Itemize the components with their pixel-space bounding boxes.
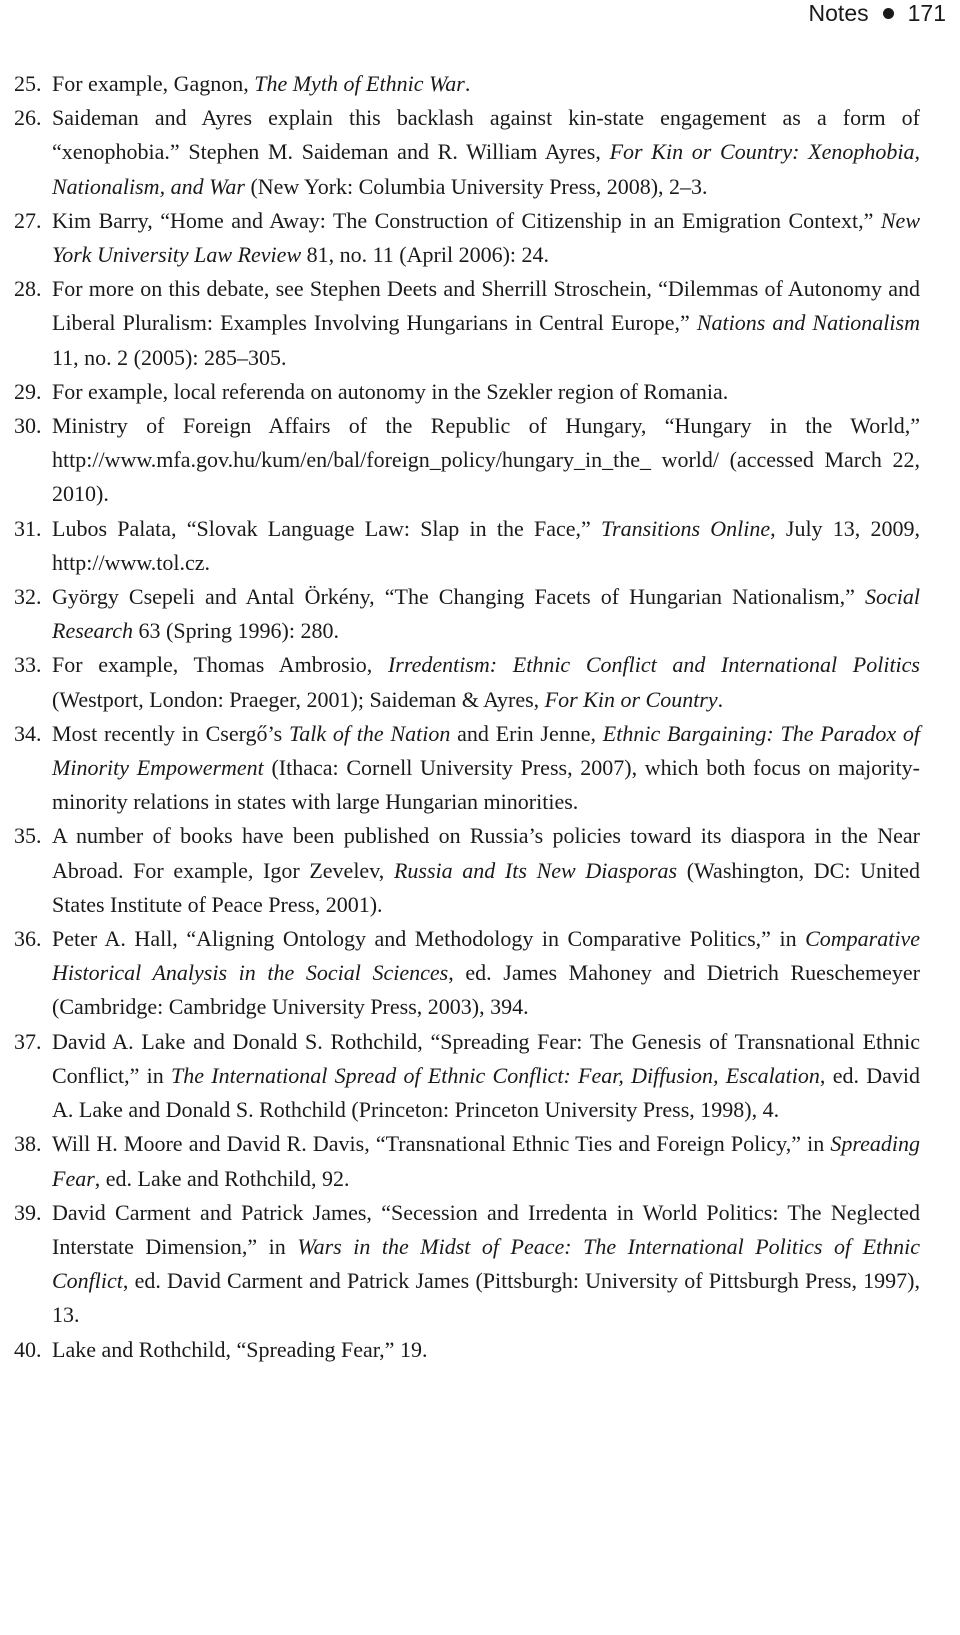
note-number: 28. bbox=[14, 276, 42, 302]
note-text-segment: A number of books have been published on Russia’s policies toward its diaspora in the Near Abroad. For example, Igor Zevelev, bbox=[52, 823, 920, 883]
note-text-segment: Most recently in Csergő’s bbox=[52, 720, 289, 746]
note-number: 35. bbox=[14, 823, 42, 849]
note-text-segment: Lubos Palata, “Slovak Language Law: Slap in the Face,” bbox=[52, 515, 601, 541]
note-text-segment: For example, Thomas Ambrosio, bbox=[52, 652, 388, 678]
note-title-italic: Spreading Fear bbox=[52, 1131, 920, 1191]
note-text bbox=[52, 584, 920, 643]
note-text-segment: For example, local referenda on autonomy in the Szekler region of Romania. bbox=[52, 378, 729, 404]
note-title-italic: New York University Law Review bbox=[52, 207, 920, 268]
note-text-segment: (Ithaca: Cornell University Press, 2007), which both focus on majority-minority relations in states with large Hungarian minorities. bbox=[52, 755, 920, 815]
note-number: 33. bbox=[14, 652, 42, 678]
note-title-italic: For Kin or Country bbox=[544, 686, 718, 712]
note-text-segment: 81, no. 11 (April 2006): 24. bbox=[301, 242, 550, 268]
note-text-segment: 11, no. 2 (2005): 285–305. bbox=[52, 344, 287, 370]
note-text-segment: , ed. James Mahoney and Dietrich Rueschemeyer (Cambridge: Cambridge University Press, 2003), 394. bbox=[52, 960, 920, 1020]
note-text-segment: Will H. Moore and David R. Davis, “Transnational Ethnic Ties and Foreign Policy,” in bbox=[52, 1131, 831, 1157]
note-title-italic: Talk of the Nation bbox=[288, 720, 451, 746]
note-item bbox=[14, 717, 920, 820]
note-text-segment: (Westport, London: Praeger, 2001); Saideman & Ayres, bbox=[52, 686, 545, 712]
note-item bbox=[14, 1196, 920, 1333]
note-text bbox=[52, 652, 920, 711]
note-title-italic: Wars in the Midst of Peace: The International Politics of Ethnic Conflict bbox=[52, 1233, 920, 1294]
notes-list bbox=[14, 67, 920, 1367]
note-text bbox=[52, 1200, 920, 1328]
note-title-italic: Nations and Nationalism bbox=[696, 310, 920, 336]
note-title-italic: Ethnic Bargaining: The Paradox of Minority Empowerment bbox=[52, 720, 921, 781]
note-text-segment: (New York: Columbia University Press, 2008), 2–3. bbox=[244, 173, 708, 199]
note-text bbox=[52, 926, 920, 1019]
bullet-separator-icon bbox=[883, 8, 894, 19]
note-title-italic: For Kin or Country: Xenophobia, Nationalism, and War bbox=[52, 139, 921, 199]
note-number: 32. bbox=[14, 584, 42, 610]
note-item bbox=[14, 922, 920, 1025]
note-number: 25. bbox=[14, 71, 42, 96]
note-text-segment: For example, Gagnon, bbox=[52, 71, 255, 96]
note-text-segment: . bbox=[717, 686, 724, 712]
note-number: 34. bbox=[14, 720, 42, 746]
note-number: 27. bbox=[14, 207, 42, 233]
note-number: 31. bbox=[14, 515, 42, 541]
note-text bbox=[52, 1337, 427, 1362]
note-text-segment: . bbox=[464, 71, 471, 96]
note-number: 37. bbox=[14, 1028, 42, 1054]
page-number: 171 bbox=[907, 0, 946, 26]
note-item bbox=[14, 1025, 920, 1128]
note-text bbox=[52, 208, 920, 267]
note-title-italic: Irredentism: Ethnic Conflict and International Politics bbox=[387, 652, 920, 678]
note-title-italic: Social Research bbox=[52, 584, 920, 644]
note-text bbox=[52, 1131, 920, 1190]
note-number: 39. bbox=[14, 1199, 42, 1225]
note-text bbox=[52, 71, 470, 96]
note-item bbox=[14, 101, 920, 204]
note-item bbox=[14, 819, 920, 922]
note-text-segment: Lake and Rothchild, “Spreading Fear,” 19. bbox=[52, 1336, 428, 1362]
note-text bbox=[52, 413, 920, 506]
note-text-segment: Peter A. Hall, “Aligning Ontology and Methodology in Comparative Politics,” in bbox=[52, 926, 806, 952]
note-text-segment: , ed. David Carment and Patrick James (Pittsburgh: University of Pittsburgh Press, 1997), 13. bbox=[52, 1268, 920, 1328]
note-number: 26. bbox=[14, 105, 42, 131]
note-item bbox=[14, 648, 920, 716]
note-item bbox=[14, 67, 920, 101]
note-text-segment: Kim Barry, “Home and Away: The Construction of Citizenship in an Emigration Context,” bbox=[52, 207, 881, 233]
note-text-segment: Saideman and Ayres explain this backlash against kin-state engagement as a form of “xenophobia.” Stephen M. Saideman and R. William Ayres, bbox=[52, 105, 920, 165]
note-text bbox=[52, 105, 920, 198]
note-text-segment: György Csepeli and Antal Örkény, “The Changing Facets of Hungarian Nationalism,” bbox=[52, 584, 865, 610]
note-text-segment: David A. Lake and Donald S. Rothchild, “Spreading Fear: The Genesis of Transnational Ethnic Conflict,” in bbox=[52, 1028, 920, 1088]
note-item bbox=[14, 204, 920, 272]
note-item bbox=[14, 272, 920, 375]
note-number: 30. bbox=[14, 413, 42, 439]
note-number: 36. bbox=[14, 926, 42, 952]
note-text bbox=[52, 1029, 920, 1122]
note-title-italic: Transitions Online bbox=[601, 515, 771, 541]
note-text bbox=[52, 823, 920, 916]
note-text-segment: Ministry of Foreign Affairs of the Republic of Hungary, “Hungary in the World,” http://www.mfa.gov.hu/kum/en/bal/foreign_policy/hungary_in_the_ world/ (accessed March 22, 2010). bbox=[52, 413, 920, 507]
note-text bbox=[52, 379, 728, 404]
note-title-italic: Comparative Historical Analysis in the Social Sciences bbox=[52, 926, 920, 986]
note-title-italic: The Myth of Ethnic War bbox=[254, 71, 465, 96]
note-text-segment: and Erin Jenne, bbox=[450, 720, 603, 746]
note-text bbox=[52, 516, 920, 575]
note-text-segment: , ed. David A. Lake and Donald S. Rothchild (Princeton: Princeton University Press, 1998), 4. bbox=[52, 1062, 920, 1123]
note-text bbox=[52, 721, 920, 814]
running-head bbox=[809, 0, 946, 26]
note-number: 38. bbox=[14, 1131, 42, 1157]
note-text-segment: 63 (Spring 1996): 280. bbox=[133, 618, 339, 644]
note-item bbox=[14, 580, 920, 648]
note-item bbox=[14, 1333, 920, 1367]
note-text-segment: For more on this debate, see Stephen Deets and Sherrill Stroschein, “Dilemmas of Autonomy and Liberal Pluralism: Examples Involving Hungarians in Central Europe,” bbox=[52, 276, 920, 336]
note-text bbox=[52, 276, 920, 369]
section-title: Notes bbox=[808, 0, 869, 26]
note-text-segment: (Washington, DC: United States Institute of Peace Press, 2001). bbox=[52, 857, 920, 917]
note-title-italic: Russia and Its New Diasporas bbox=[393, 857, 678, 883]
note-item bbox=[14, 512, 920, 580]
note-item bbox=[14, 375, 920, 409]
note-item bbox=[14, 1127, 920, 1195]
note-text-segment: David Carment and Patrick James, “Secession and Irredenta in World Politics: The Neglected Interstate Dimension,” in bbox=[52, 1199, 920, 1259]
note-number: 29. bbox=[14, 378, 42, 404]
note-text-segment: , ed. Lake and Rothchild, 92. bbox=[94, 1165, 350, 1191]
note-item bbox=[14, 409, 920, 512]
note-number: 40. bbox=[14, 1336, 42, 1362]
note-text-segment: , July 13, 2009, http://www.tol.cz. bbox=[52, 515, 921, 575]
note-title-italic: The International Spread of Ethnic Conflict: Fear, Diffusion, Escalation bbox=[171, 1062, 820, 1088]
